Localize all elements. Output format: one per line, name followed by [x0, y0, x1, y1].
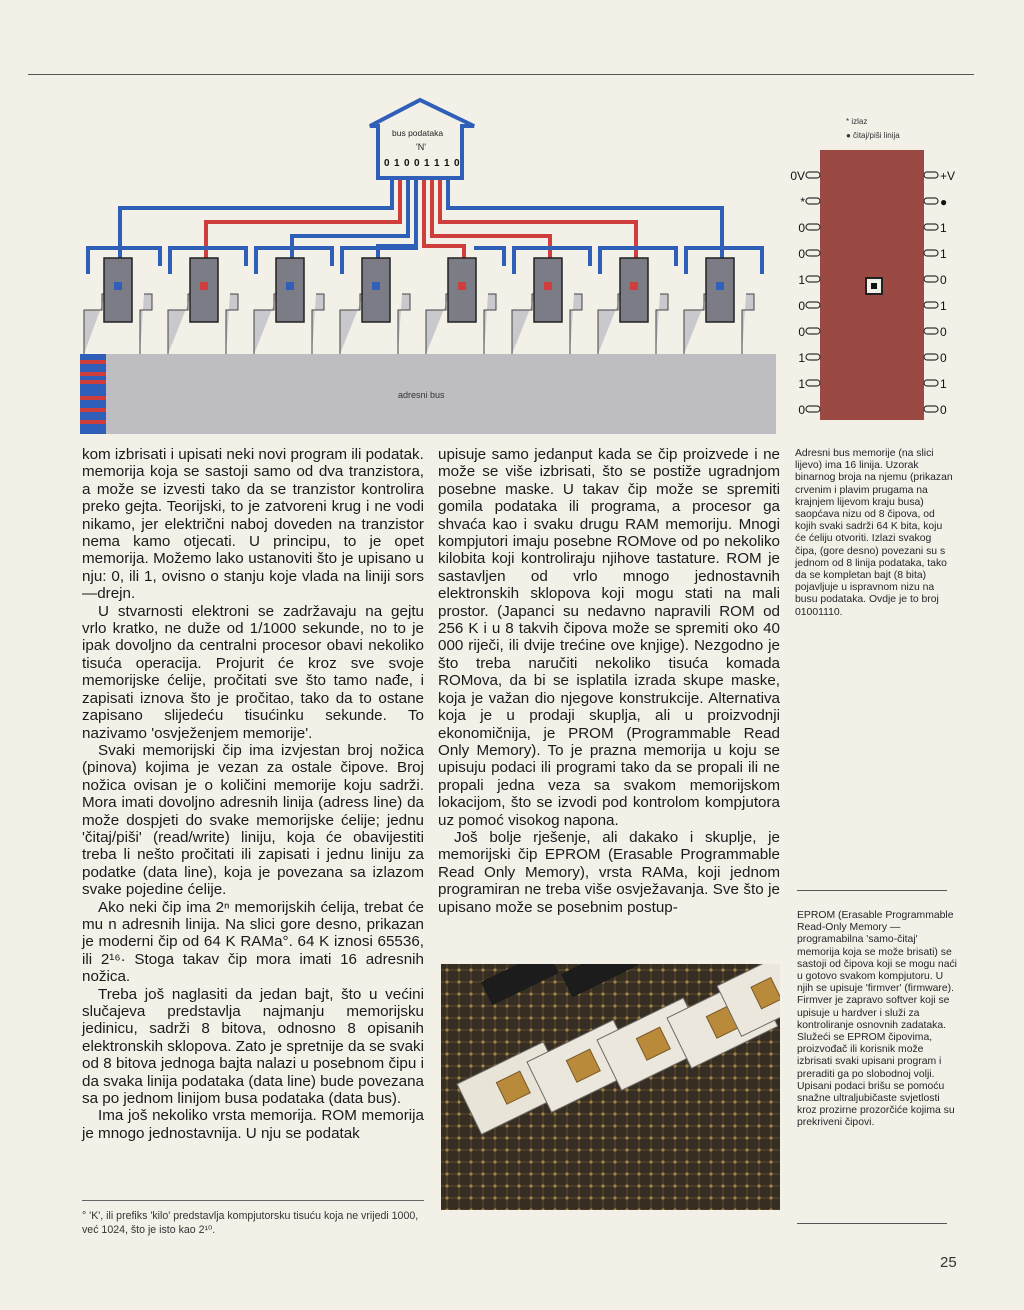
- eprom-chips-photo: [441, 964, 780, 1210]
- pin-left-4: 0: [798, 247, 805, 261]
- paragraph: Još bolje rješenje, ali dakako i skuplje, je memorijski čip EPROM (Erasable Programmable Read Only Memory), vrsta RAMa, koji jednom programiran ne treba više osvježavanja. Sve što je upisano može se posebnim postup-: [438, 828, 780, 916]
- paragraph: Ako neki čip ima 2ⁿ memorijskih ćelija, trebat će mu n adresnih linija. Na slici gore desno, prikazan je moderni čip od 64 K RAMa°. 64 K iznosi 65536, ili 2¹⁶· Stoga takav čip mora imati 16 adresnih nožica.: [82, 898, 424, 986]
- bit-8: 0: [454, 158, 460, 169]
- text-column-1: [82, 446, 424, 1142]
- chip-7: [620, 258, 648, 322]
- bit-2: 1: [394, 158, 400, 169]
- pin-right-6: 1: [940, 299, 947, 313]
- paragraph: memorija koja se sastoji samo od dva tranzistora, a može se izvesti tako da se tranzistor kontrolira preko gejta. Teorijski, to je zatvoreni krug i ne vodi nikamo, jer električni naboj doveden na tranzistor nema kamo otjecati. U principu, to je opet memorija. Možemo lako ustanoviti što je upisano u nju: 0, ili 1, ovisno o stanju koje vlada na liniji sors—drejn.: [82, 463, 424, 603]
- pin-left-7: 0: [798, 325, 805, 339]
- caption-divider: [797, 890, 947, 891]
- paragraph: Svaki memorijski čip ima izvjestan broj nožica (pinova) kojima je vezan za ostale čipove. Broj nožica ovisan je o količini memorije koju sadrži. Mora imati dovoljno adresnih linija (adress line) da može dospjeti do svake memorijske ćelije; jednu 'čitaj/piši' (read/write) liniju, koja će obavijestiti treba li nešto pročitati ili zapisati i jednu liniju za podatke (data line), koja je povezana sa izlazom svake pojedine ćelije.: [82, 741, 424, 899]
- bit-5: 1: [424, 158, 430, 169]
- address-bus-pattern: [80, 354, 106, 434]
- text-column-2: [438, 446, 780, 916]
- pin-right-1: +V: [940, 169, 956, 183]
- pin-right-9: 1: [940, 377, 947, 391]
- paragraph: kom izbrisati i upisati neki novi program ili podatak.: [82, 446, 424, 463]
- bit-1: 0: [384, 158, 390, 169]
- pin-right-10: 0: [940, 403, 947, 417]
- memory-chips: [104, 258, 734, 322]
- memory-bus-diagram: [80, 96, 780, 434]
- paragraph: Ima još nekoliko vrsta memorija. ROM memorija je mnogo jednostavnija. U nju se podatak: [82, 1107, 424, 1142]
- caption-divider: [797, 1223, 947, 1224]
- pin-left-10: 0: [798, 403, 805, 417]
- pin-right-2: ●: [940, 195, 948, 209]
- page-number: 25: [940, 1254, 957, 1271]
- diagram-caption: Adresni bus memorije (na slici lijevo) ima 16 linija. Uzorak binarnog broja na njemu (prikazan crvenim i plavim prugama na krajnjem lijevom kraju busa) saopćava nizu od 8 čipova, od kojih svaki sadrži 64 K bita, koju će ćeliju otvoriti. Izlazi svakog čipa, (gore desno) povezani su s jednom od 8 linija podataka, tako da se kompletan bajt (8 bita) pojavljuje u ispravnom nizu na busu podataka. Ovdje je to broj 01001110.: [795, 448, 953, 618]
- chip-6: [534, 258, 562, 322]
- pin-left-3: 0: [798, 221, 805, 235]
- legend-output: * izlaz: [846, 117, 868, 126]
- pin-right-3: 1: [940, 221, 947, 235]
- pin-right-7: 0: [940, 325, 947, 339]
- pin-left-9: 1: [798, 377, 805, 391]
- ram-chip-pinout: [786, 110, 976, 430]
- chip-3: [276, 258, 304, 322]
- chip-4: [362, 258, 390, 322]
- legend-read-write: ● čitaj/piši linija: [846, 131, 900, 140]
- photo-caption: EPROM (Erasable Programmable Read-Only Memory — programabilna 'samo-čitaj' memorija koja se može brisati) se sastoji od čipova koji se mogu naći u gotovo svakom kompjutoru. U njih se upisuje 'firmver' (firmware). Firmver je zapravo softver koji se upisuje u hardver i služi za kontroliranje osnovnih zadataka. Služeći se EPROM čipovima, proizvođač ili korisnik može izbrisati svaki upisani program i preraditi ga po slobodnoj volji. Upisani podaci brišu se pomoću snažne ultraljubičaste svjetlosti kroz prozirne prozorčiće kojima su prekriveni čipovi.: [797, 910, 957, 1129]
- chip-1: [104, 258, 132, 322]
- pin-left-1: 0V: [790, 169, 805, 183]
- top-rule: [28, 74, 974, 75]
- n-label: 'N': [416, 142, 426, 152]
- paragraph: upisuje samo jedanput kada se čip proizvede i ne može se više izbrisati, što se postiže ugradnjom posebne maske. U takav čip može se spremiti gomila podataka ili programa, a procesor ga shvaća kao i svaku drugu RAM memoriju. Mnogi kompjutori imaju posebne ROMove od po nekoliko kilobita koji kontroliraju njihove tastature. ROM je sastavljen od vrlo mnogo jednostavnih elektronskih sklopova koji mogu stati na mali prostor. (Japanci su nedavno napravili ROM od 256 K i u 8 takvih čipova može se spremiti oko 40 000 riječi, ili dvije trećine ove knjige). Nezgodno je što treba naručiti nekoliko tisuća komada ROMova, da bi se isplatila izrada skupe maske, koja je važan dio njegove konstrukcije. Alternativa koja je u prodaji skuplja, ali u proizvodnji ekonomičnija, je PROM (Programmable Read Only Memory). To je prazna memorija u koju se upisuju podaci ili programi tako da se propali ili ne propali jedna veza sa svakom memorijskom lokacijom, što se izvodi pod kontrolom kompjutora uz pomoć visokog napona.: [438, 446, 780, 829]
- pin-left-2: *: [800, 195, 805, 209]
- data-bus-arrow: [370, 100, 474, 178]
- bit-4: 0: [414, 158, 420, 169]
- pin-left-8: 1: [798, 351, 805, 365]
- pin-right-4: 1: [940, 247, 947, 261]
- pin-left-5: 1: [798, 273, 805, 287]
- bit-3: 0: [404, 158, 410, 169]
- chip-feet: [84, 294, 754, 354]
- chip-2: [190, 258, 218, 322]
- footnote: ° 'K', ili prefiks 'kilo' predstavlja kompjutorsku tisuću koja ne vrijedi 1000, već 1024, što je isto kao 2¹⁰.: [82, 1210, 419, 1236]
- paragraph: Treba još naglasiti da jedan bajt, što u većini slučajeva predstavlja najmanju memorijsku jedinicu, sadrži 8 bitova, odnosno 8 opisanih elektronskih sklopova. Zato je spretnije da se svaki od 8 bitova jednoga bajta nalazi u posebnom čipu i da svaka linija podataka (data line) bude povezana sa po jednom linijom busa podataka (data bus).: [82, 985, 424, 1108]
- footnote-rule: [82, 1200, 424, 1201]
- paragraph: U stvarnosti elektroni se zadržavaju na gejtu vrlo kratko, ne duže od 1/1000 sekunde, no to je ipak dovoljno da centralni procesor obavi nekoliko tisuća operacija. Projurit će kroz sve svoje memorijske ćelije, pročitati sve što tamo nađe, i zapisati iznova što je pročitao, tako da to ostane zapisano slijedeću tisućinku sekunde. To nazivamo 'osvježenjem memorije'.: [82, 602, 424, 742]
- pin-right-5: 0: [940, 273, 947, 287]
- pin-left-6: 0: [798, 299, 805, 313]
- data-bus-label: bus podataka: [392, 128, 444, 138]
- chip-8: [706, 258, 734, 322]
- bit-6: 1: [434, 158, 440, 169]
- bit-7: 1: [444, 158, 450, 169]
- address-bus-label: adresni bus: [398, 390, 445, 400]
- pin-right-8: 0: [940, 351, 947, 365]
- chip-5: [448, 258, 476, 322]
